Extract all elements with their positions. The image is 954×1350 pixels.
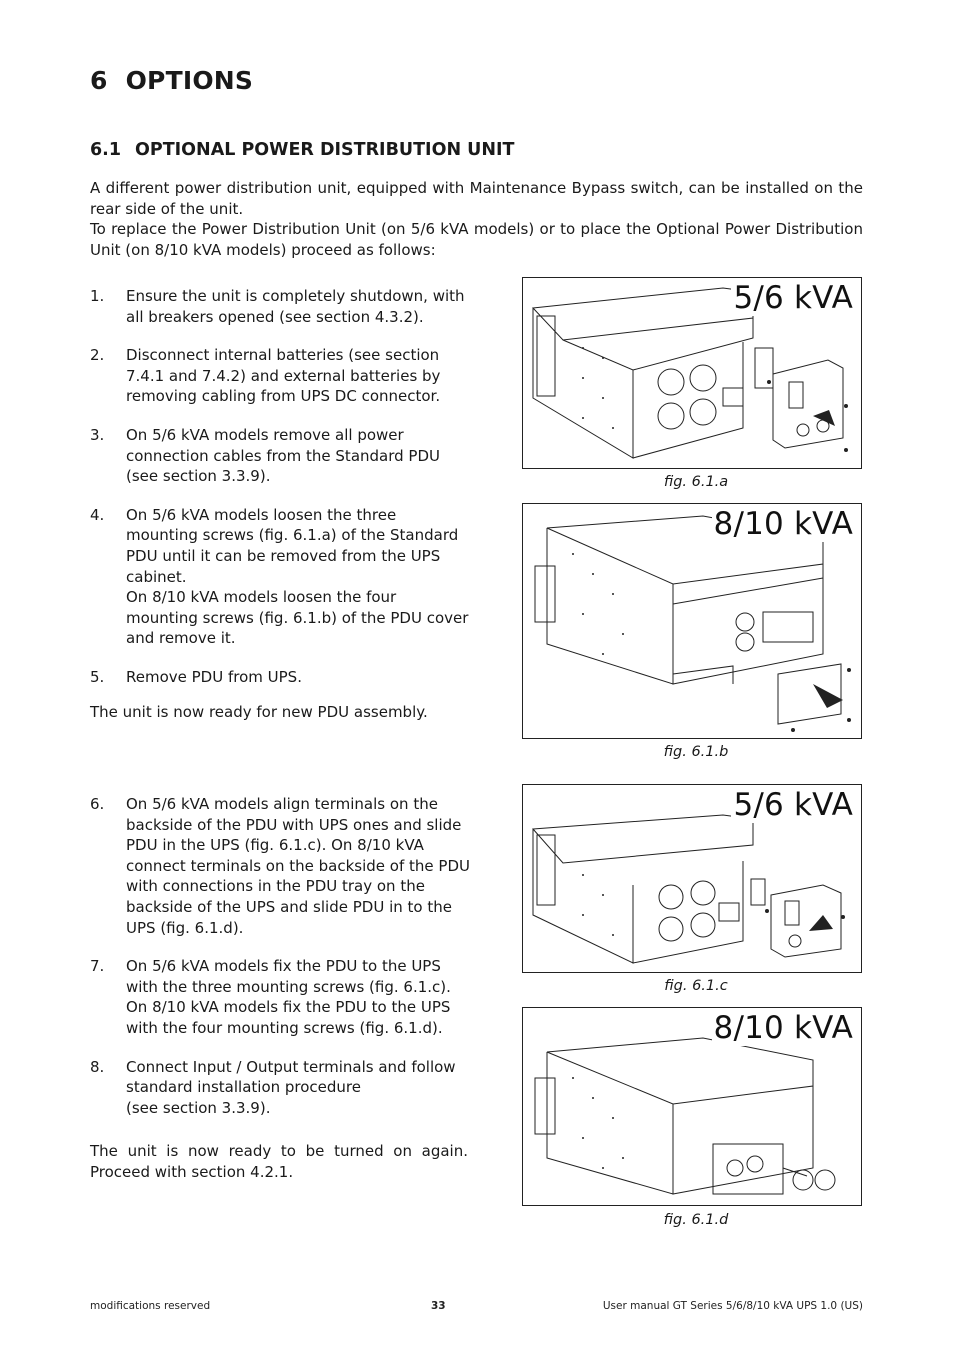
figure-label: 5/6 kVA (733, 280, 853, 316)
figure-6-1-a (522, 277, 862, 469)
step-number: 6. (90, 795, 105, 813)
section-heading (90, 140, 515, 160)
step-text: Ensure the unit is completely shutdown, with all breakers opened (see section 4.3.2). (126, 287, 465, 326)
step-item (90, 425, 470, 487)
chapter-number: 6 (90, 66, 108, 95)
intro-paragraph: To replace the Power Distribution Unit (on 5/6 kVA models) or to place the Optional Power Distribution Unit (on 8/10 kVA models) proceed as follows: (90, 220, 863, 259)
footer-left: modifications reserved (90, 1300, 211, 1312)
step-number: 2. (90, 346, 105, 365)
step-text: Remove PDU from UPS. (126, 667, 302, 686)
step-number: 5. (90, 667, 105, 686)
figure-caption: fig. 6.1.d (663, 1212, 729, 1228)
figure-6-1-b (522, 503, 862, 739)
intro-paragraph: A different power distribution unit, equipped with Maintenance Bypass switch, can be installed on the rear side of the unit. (90, 179, 863, 218)
step-item (90, 956, 470, 1038)
step-text: Connect Input / Output terminals and follow standard installation procedure (126, 1057, 456, 1097)
steps-list-a (90, 286, 470, 688)
footer-right: User manual GT Series 5/6/8/10 kVA UPS 1.0 (US) (602, 1300, 863, 1312)
chapter-title: OPTIONS (125, 66, 254, 95)
ready-note-a: The unit is now ready for new PDU assembly. (90, 703, 428, 721)
intro-text (90, 178, 863, 260)
ready-note-b: The unit is now ready to be turned on again. Proceed with section 4.2.1. (90, 1142, 468, 1181)
steps-list-b (90, 794, 470, 1118)
figure-caption: fig. 6.1.b (663, 744, 729, 760)
figure-6-1-d (522, 1007, 862, 1206)
step-item (90, 505, 470, 649)
step-text: Disconnect internal batteries (see section 7.4.1 and 7.4.2) and external batteries by removing cabling from UPS DC connector. (126, 346, 441, 406)
step-number: 7. (90, 957, 105, 976)
figure-label: 5/6 kVA (733, 787, 853, 823)
step-text: On 5/6 kVA models align terminals on the backside of the PDU with UPS ones and slide PDU in the UPS (fig. 6.1.c). On 8/10 kVA connect terminals on the backside of the PDU with connections in the PDU tray on the backside of the UPS and slide PDU in to the UPS (fig. 6.1.d). (126, 795, 470, 937)
step-number: 8. (90, 1057, 105, 1076)
step-item (90, 794, 470, 938)
step-number: 3. (90, 425, 105, 444)
step-item (90, 667, 470, 688)
figure-caption: fig. 6.1.c (664, 978, 728, 994)
step-number: 1. (90, 287, 105, 305)
step-text: (see section 3.3.9). (126, 1098, 271, 1117)
figure-6-1-c (522, 784, 862, 973)
figure-label: 8/10 kVA (713, 506, 853, 542)
figure-label: 8/10 kVA (713, 1010, 853, 1046)
page-number: 33 (431, 1300, 446, 1312)
step-item (90, 1057, 470, 1119)
figure-caption: fig. 6.1.a (663, 474, 729, 490)
step-text: On 5/6 kVA models loosen the three mounting screws (fig. 6.1.a) of the Standard PDU until it can be removed from the UPS cabinet. (126, 505, 459, 586)
step-number: 4. (90, 505, 105, 524)
step-text: On 5/6 kVA models remove all power connection cables from the Standard PDU (see section 3.3.9). (126, 425, 440, 486)
step-item (90, 286, 470, 327)
section-number: 6.1 (90, 140, 122, 160)
step-text: On 5/6 kVA models fix the PDU to the UPS with the three mounting screws (fig. 6.1.c). On 8/10 kVA models fix the PDU to the UPS with the four mounting screws (fig. 6.1.d). (126, 957, 451, 1037)
chapter-heading (90, 66, 253, 95)
step-text: On 8/10 kVA models loosen the four mounting screws (fig. 6.1.b) of the PDU cover and remove it. (126, 588, 469, 648)
step-item (90, 345, 470, 407)
section-title: OPTIONAL POWER DISTRIBUTION UNIT (135, 140, 515, 160)
